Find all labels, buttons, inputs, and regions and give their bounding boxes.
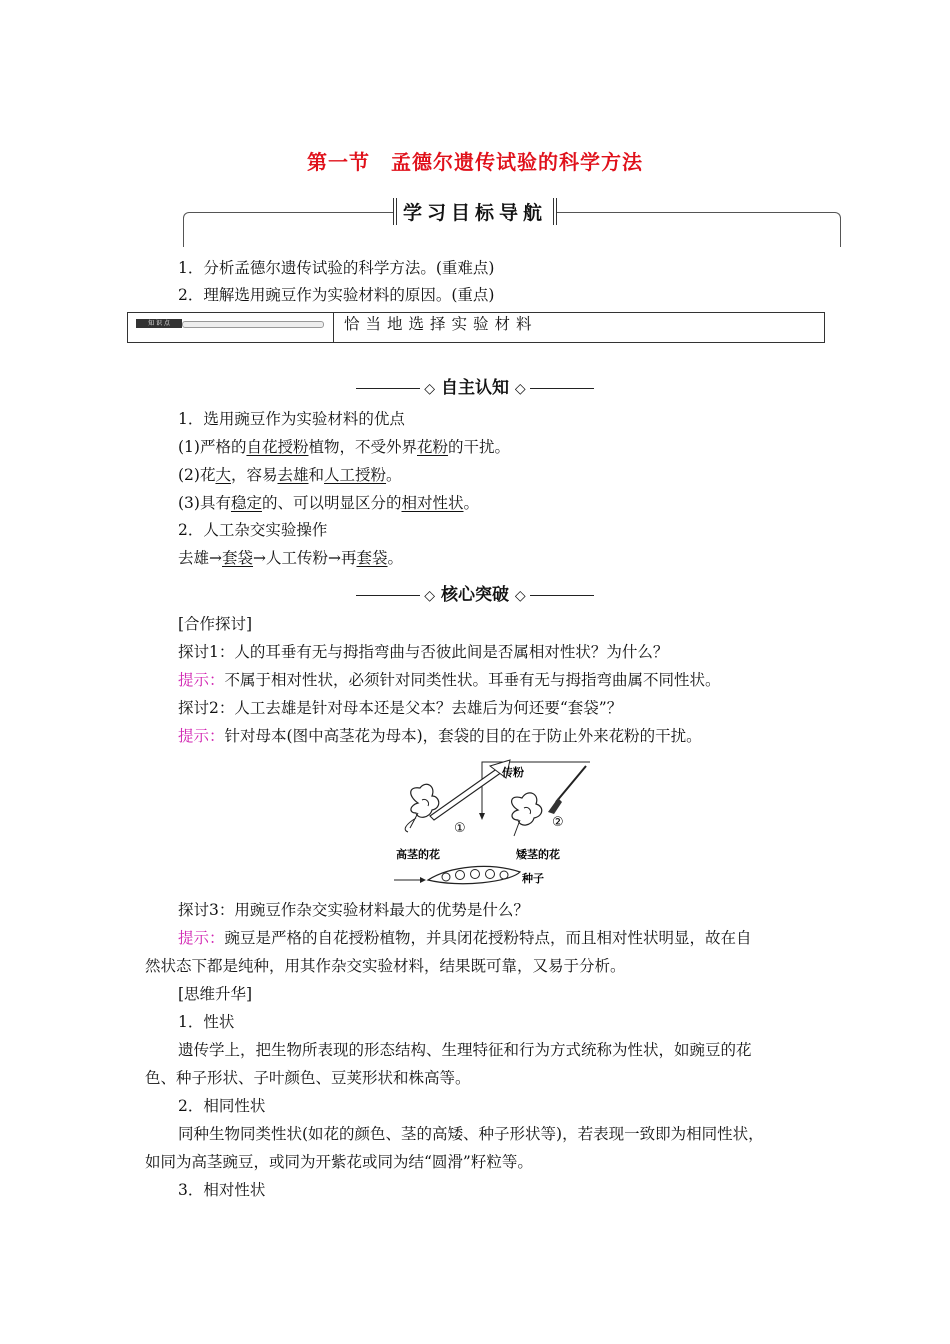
svg-text:种子: 种子 [522, 872, 544, 885]
knowledge-point-text: 恰当地选择实验材料 [344, 315, 538, 333]
tweezers-icon [430, 768, 502, 820]
answer-line: (1)严格的自花授粉植物，不受外界花粉的干扰。 [178, 438, 511, 456]
term-definition: 遗传学上，把生物所表现的形态结构、生理特征和行为方式统称为性状，如豌豆的花 [178, 1041, 752, 1059]
answer-line: (2)花大，容易去雄和人工授粉。 [178, 466, 402, 484]
answer-line: (3)具有稳定的、可以明显区分的相对性状。 [178, 494, 480, 512]
answer-line: 去雄→套袋→人工传粉→再套袋。 [178, 549, 404, 567]
discussion-question: 探讨2：人工去雄是针对母本还是父本？去雄后为何还要“套袋”？ [178, 699, 623, 717]
knowledge-point-tag-cell [128, 313, 334, 342]
question-title: 1．选用豌豆作为实验材料的优点 [178, 410, 405, 428]
brush-icon [556, 766, 586, 802]
svg-text:②: ② [552, 815, 564, 830]
hint-line-cont: 然状态下都是纯种，用其作杂交实验材料，结果既可靠，又易于分析。 [145, 957, 626, 975]
question-title: 2．人工杂交实验操作 [178, 521, 328, 539]
hint-line: 提示：针对母本(图中高茎花为母本)，套袋的目的在于防止外来花粉的干扰。 [178, 727, 702, 745]
objective-item: 2．理解选用豌豆作为实验材料的原因。(重点) [178, 286, 495, 304]
svg-text:矮茎的花: 矮茎的花 [516, 848, 560, 861]
tall-flower-icon [405, 784, 439, 832]
term-title: 2．相同性状 [178, 1097, 266, 1115]
objectives-banner: 学习目标导航 [0, 198, 950, 225]
section-heading-self-study: ◇ 自主认知 ◇ [0, 373, 950, 398]
term-definition: 同种生物同类性状(如花的颜色、茎的高矮、种子形状等)，若表现一致即为相同性状， [178, 1125, 764, 1143]
discussion-question: 探讨3：用豌豆作杂交实验材料最大的优势是什么？ [178, 901, 529, 919]
hint-line: 提示：不属于相对性状，必须针对同类性状。耳垂有无与拇指弯曲属不同性状。 [178, 671, 721, 689]
knowledge-point-box [127, 312, 825, 343]
decorative-bar [182, 321, 324, 328]
knowledge-point-tag: 知 识 点 [136, 319, 182, 328]
seed-pod-icon [428, 866, 520, 883]
page-title: 第一节 孟德尔遗传试验的科学方法 [307, 150, 643, 174]
term-definition-cont: 如同为高茎豌豆，或同为开紫花或同为结“圆滑”籽粒等。 [145, 1153, 533, 1171]
discussion-question: 探讨1：人的耳垂有无与拇指弯曲与否彼此间是否属相对性状？为什么？ [178, 643, 669, 661]
term-definition-cont: 色、种子形状、子叶颜色、豆荚形状和株高等。 [145, 1069, 471, 1087]
svg-text:①: ① [454, 821, 466, 836]
hint-line: 提示：豌豆是严格的自花授粉植物，并具闭花授粉特点，而且相对性状明显，故在自 [178, 929, 752, 947]
section-label: [思维升华] [178, 985, 253, 1003]
svg-text:传粉: 传粉 [502, 766, 524, 779]
short-flower-icon [512, 793, 542, 836]
term-title: 3．相对性状 [178, 1181, 266, 1199]
pollination-figure [390, 758, 590, 890]
svg-text:高茎的花: 高茎的花 [396, 848, 440, 861]
section-heading-core: ◇ 核心突破 ◇ [0, 580, 950, 605]
objective-item: 1．分析孟德尔遗传试验的科学方法。(重难点) [178, 259, 495, 277]
term-title: 1．性状 [178, 1013, 235, 1031]
section-label: [合作探讨] [178, 615, 253, 633]
